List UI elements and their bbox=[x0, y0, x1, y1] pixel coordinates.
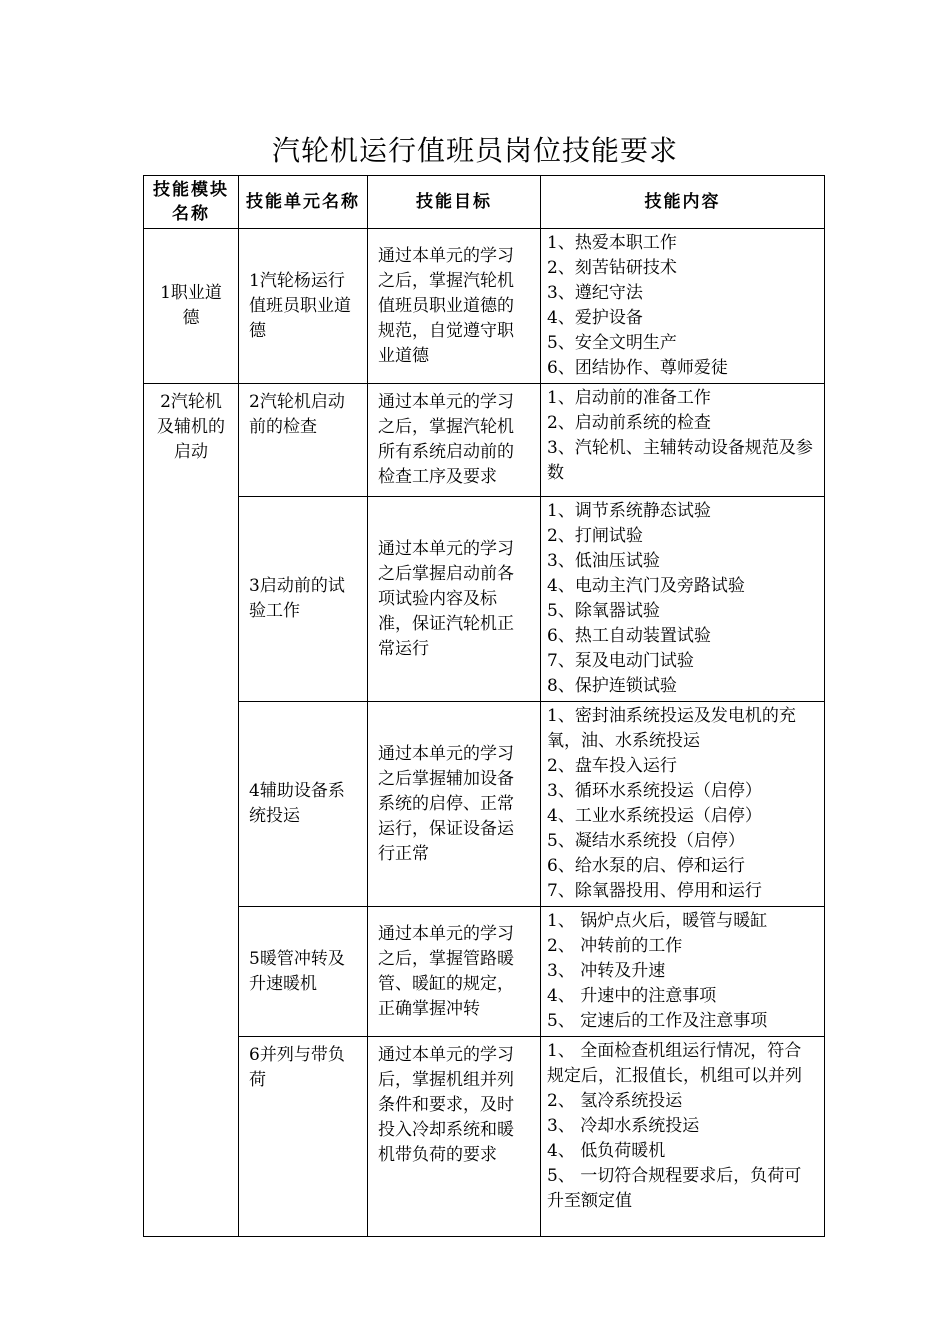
content-cell bbox=[541, 907, 825, 1037]
page-title: 汽轮机运行值班员岗位技能要求 bbox=[271, 134, 678, 167]
unit-cell: 6并列与带负荷 bbox=[239, 1037, 368, 1237]
content-item: 2、 氢冷系统投运 bbox=[547, 1091, 683, 1111]
goal-cell: 通过本单元的学习后，掌握机组并列条件和要求，及时投入冷却系统和暖机带负荷的要求 bbox=[368, 1037, 541, 1237]
goal-cell: 通过本单元的学习之后，掌握汽轮机值班员职业道德的规范，自觉遵守职业道德 bbox=[368, 229, 541, 384]
unit-cell: 1汽轮杨运行值班员职业道德 bbox=[239, 229, 368, 384]
content-item: 6、团结协作、尊师爱徒 bbox=[547, 358, 728, 378]
content-item: 4、工业水系统投运（启停） bbox=[547, 806, 762, 826]
header-content: 技能内容 bbox=[541, 176, 825, 229]
content-item: 2、 冲转前的工作 bbox=[547, 936, 683, 956]
content-item: 4、电动主汽门及旁路试验 bbox=[547, 576, 745, 596]
content-item: 2、刻苦钻研技术 bbox=[547, 258, 677, 278]
content-item: 1、启动前的准备工作 bbox=[547, 388, 711, 408]
content-item: 6、给水泵的启、停和运行 bbox=[547, 856, 745, 876]
content-item: 3、遵纪守法 bbox=[547, 283, 643, 303]
header-goal: 技能目标 bbox=[368, 176, 541, 229]
content-cell bbox=[541, 1037, 825, 1237]
skills-table bbox=[143, 175, 825, 1237]
content-item: 5、安全文明生产 bbox=[547, 333, 677, 353]
content-item: 3、循环水系统投运（启停） bbox=[547, 781, 762, 801]
content-item: 5、除氧器试验 bbox=[547, 601, 660, 621]
content-item: 6、热工自动装置试验 bbox=[547, 626, 711, 646]
table-row bbox=[144, 229, 825, 384]
table-row bbox=[144, 497, 825, 702]
goal-cell: 通过本单元的学习之后掌握启动前各项试验内容及标准，保证汽轮机正常运行 bbox=[368, 497, 541, 702]
table-row bbox=[144, 1037, 825, 1237]
content-item: 3、汽轮机、主辅转动设备规范及参数 bbox=[547, 438, 813, 483]
table-row bbox=[144, 384, 825, 497]
content-item: 8、保护连锁试验 bbox=[547, 676, 677, 696]
content-item: 7、泵及电动门试验 bbox=[547, 651, 694, 671]
content-item: 1、 全面检查机组运行情况，符合规定后，汇报值长，机组可以并列 bbox=[547, 1041, 802, 1086]
module-cell: 1职业道德 bbox=[144, 229, 239, 384]
table-header-row bbox=[144, 176, 825, 229]
content-item: 2、盘车投入运行 bbox=[547, 756, 677, 776]
content-item: 2、打闸试验 bbox=[547, 526, 643, 546]
unit-cell: 5暖管冲转及升速暖机 bbox=[239, 907, 368, 1037]
goal-cell: 通过本单元的学习之后，掌握汽轮机所有系统启动前的检查工序及要求 bbox=[368, 384, 541, 497]
content-item: 4、 低负荷暖机 bbox=[547, 1141, 666, 1161]
content-cell bbox=[541, 384, 825, 497]
content-item: 5、凝结水系统投（启停） bbox=[547, 831, 745, 851]
unit-cell: 2汽轮机启动前的检查 bbox=[239, 384, 368, 497]
content-item: 4、 升速中的注意事项 bbox=[547, 986, 717, 1006]
content-item: 1、热爱本职工作 bbox=[547, 233, 677, 253]
content-item: 4、爱护设备 bbox=[547, 308, 643, 328]
header-unit: 技能单元名称 bbox=[239, 176, 368, 229]
module-cell: 2汽轮机及辅机的启动 bbox=[144, 384, 239, 1237]
content-item: 3、 冲转及升速 bbox=[547, 961, 666, 981]
content-item: 5、 定速后的工作及注意事项 bbox=[547, 1011, 768, 1031]
header-module: 技能模块名称 bbox=[144, 176, 239, 229]
content-item: 3、 冷却水系统投运 bbox=[547, 1116, 700, 1136]
content-item: 1、 锅炉点火后，暖管与暖缸 bbox=[547, 911, 768, 931]
content-item: 1、调节系统静态试验 bbox=[547, 501, 711, 521]
content-item: 2、启动前系统的检查 bbox=[547, 413, 711, 433]
content-item: 7、除氧器投用、停用和运行 bbox=[547, 881, 762, 901]
goal-cell: 通过本单元的学习之后，掌握管路暖管、暖缸的规定，正确掌握冲转 bbox=[368, 907, 541, 1037]
content-item: 1、密封油系统投运及发电机的充氧，油、水系统投运 bbox=[547, 706, 796, 751]
content-item: 3、低油压试验 bbox=[547, 551, 660, 571]
goal-cell: 通过本单元的学习之后掌握辅加设备系统的启停、正常运行，保证设备运行正常 bbox=[368, 702, 541, 907]
table-row bbox=[144, 907, 825, 1037]
content-cell bbox=[541, 497, 825, 702]
content-cell bbox=[541, 229, 825, 384]
content-item: 5、 一切符合规程要求后，负荷可升至额定值 bbox=[547, 1166, 802, 1211]
table-row bbox=[144, 702, 825, 907]
unit-cell: 3启动前的试验工作 bbox=[239, 497, 368, 702]
unit-cell: 4辅助设备系统投运 bbox=[239, 702, 368, 907]
content-cell bbox=[541, 702, 825, 907]
